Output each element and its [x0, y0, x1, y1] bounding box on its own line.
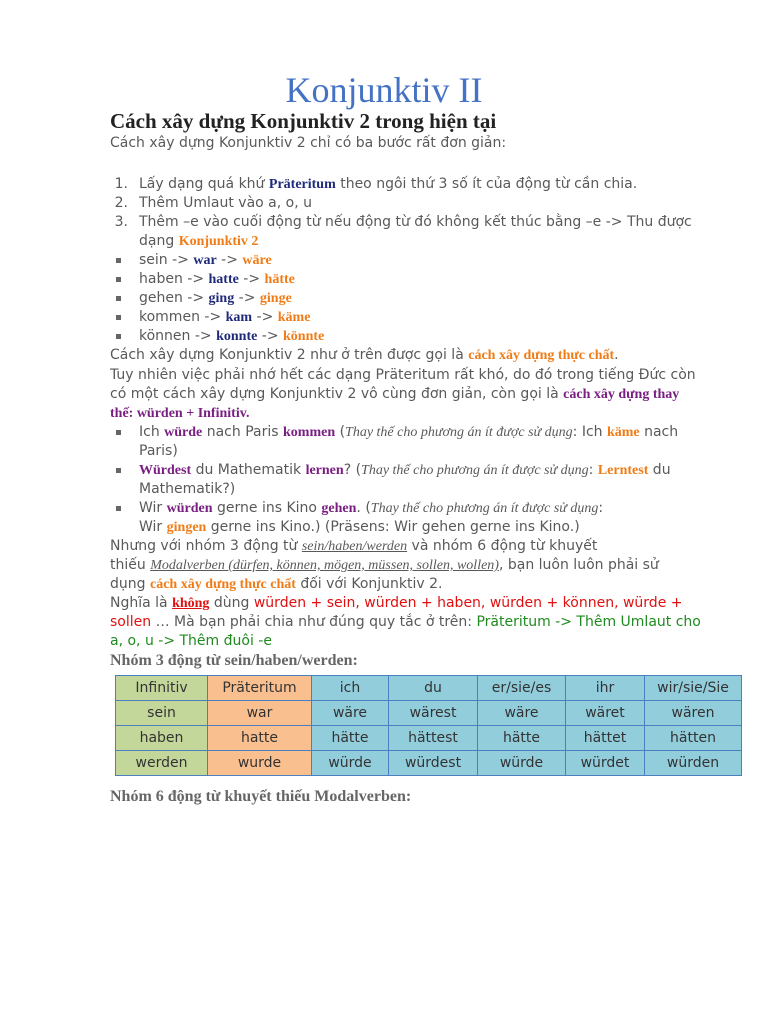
sentence-text: Mathematik?) [139, 481, 236, 497]
paragraph-text: Cách xây dựng Konjunktiv 2 như ở trên được gọi là [110, 347, 469, 363]
verb-infinitive: gehen [321, 501, 357, 516]
highlight-text: würden + sein, würden + haben, würden + können, würde + [253, 595, 683, 611]
bullet-icon [116, 296, 121, 301]
praeteritum-form: kam [225, 310, 253, 325]
paragraph-text: , bạn luôn luôn phải sử [498, 557, 659, 573]
bullet-icon [116, 258, 121, 263]
table-cell: hatte [208, 726, 312, 751]
table-cell: würden [645, 751, 742, 776]
praeteritum-form: konnte [216, 329, 258, 344]
bullet-icon [116, 277, 121, 282]
step-number: 2. [114, 195, 128, 211]
step-term: Konjunktiv 2 [178, 234, 259, 249]
table-header-cell: du [389, 676, 478, 701]
paragraph-text: có một cách xây dựng Konjunktiv 2 vô cùng đơn giản, còn gọi là [110, 386, 564, 402]
sentence-text: Paris) [139, 443, 178, 459]
verb-konjunktiv: gingen [166, 520, 207, 535]
step-text: theo ngôi thứ 3 số ít của động từ cần chia. [335, 176, 638, 192]
arrow-text: -> [238, 271, 265, 287]
paragraph-text: dùng [209, 595, 254, 611]
table-header-cell: Infinitiv [116, 676, 208, 701]
konjunktiv-form: ginge [259, 291, 292, 306]
infinitive: können -> [139, 328, 217, 344]
highlight-term: không [172, 596, 210, 611]
table-cell: würde [312, 751, 389, 776]
arrow-text: -> [216, 252, 243, 268]
table-cell: hättet [566, 726, 645, 751]
sentence-text: : [588, 462, 598, 478]
note-text: Thay thế cho phương án ít được sử dụng [345, 425, 573, 440]
table-header-cell: ich [312, 676, 389, 701]
sentence-text: du Mathematik [191, 462, 306, 478]
highlight-text: sollen [110, 614, 152, 630]
verb-group: Modalverben (dürfen, können, mögen, müssen, sollen, wollen) [150, 558, 499, 573]
table-cell: wurde [208, 751, 312, 776]
table-cell: hätte [312, 726, 389, 751]
paragraph-text: đối với Konjunktiv 2. [295, 576, 443, 592]
table-cell: war [208, 701, 312, 726]
sentence-text: Wir [139, 500, 167, 516]
table-cell: würdest [389, 751, 478, 776]
page-title: Konjunktiv II [285, 70, 483, 110]
table-cell: sein [116, 701, 208, 726]
step-number: 1. [114, 176, 128, 192]
paragraph-text: Tuy nhiên việc phải nhớ hết các dạng Präteritum rất khó, do đó trong tiếng Đức còn [110, 367, 696, 383]
paragraph-text: … Mà bạn phải chia như đúng quy tắc ở trên: [151, 614, 477, 630]
paragraph-text: Nhưng với nhóm 3 động từ [110, 538, 302, 554]
konjunktiv-form: könnte [283, 329, 325, 344]
sentence-text: Ich [139, 424, 165, 440]
infinitive: gehen -> [139, 290, 209, 306]
sentence-text: : [598, 500, 604, 516]
sentence-text: . ( [356, 500, 371, 516]
table-header-cell: er/sie/es [478, 676, 566, 701]
table-row [116, 726, 742, 751]
step-text: Thêm –e vào cuối động từ nếu động từ đó không kết thúc bằng –e -> Thu được [139, 214, 692, 230]
table-cell: haben [116, 726, 208, 751]
arrow-text: -> [234, 290, 260, 306]
paragraph [110, 346, 619, 365]
sentence-text: ( [335, 424, 346, 440]
table-cell: würdet [566, 751, 645, 776]
bullet-icon [116, 430, 121, 435]
table-header-cell: ihr [566, 676, 645, 701]
paragraph-text: thiếu [110, 557, 151, 573]
infinitive: kommen -> [139, 309, 226, 325]
highlight-term: cách xây dựng thực chất [468, 348, 615, 363]
rule-text: Präteritum -> Thêm Umlaut cho [476, 614, 701, 630]
verb-wuerden: würde [164, 425, 203, 440]
arrow-text: -> [252, 309, 278, 325]
highlight-term: cách xây dựng thay [563, 387, 680, 402]
arrow-text: -> [257, 328, 284, 344]
sentence-text: nach Paris [202, 424, 283, 440]
table-cell: würde [478, 751, 566, 776]
intro-text: Cách xây dựng Konjunktiv 2 chỉ có ba bước rất đơn giản: [110, 135, 507, 151]
table-cell: wäre [478, 701, 566, 726]
paragraph-text: và nhóm 6 động từ khuyết [407, 538, 598, 554]
table-cell: hätten [645, 726, 742, 751]
table-cell: wäret [566, 701, 645, 726]
verb-group: sein/haben/werden [301, 539, 408, 554]
step-number: 3. [114, 214, 128, 230]
sentence-text: ? ( [343, 462, 362, 478]
verb-wuerden: Würdest [139, 463, 192, 478]
sentence-text: Wir [139, 519, 167, 535]
konjunktiv-form: wäre [242, 253, 272, 268]
note-text: Thay thế cho phương án ít được sử dụng [361, 463, 589, 478]
note-text: Thay thế cho phương án ít được sử dụng [370, 501, 599, 516]
step-text: Lấy dạng quá khứ [139, 176, 269, 192]
bullet-icon [116, 468, 121, 473]
infinitive: sein -> [139, 252, 194, 268]
praeteritum-form: war [193, 253, 217, 268]
sentence-text: du [648, 462, 671, 478]
sentence-text: : Ich [572, 424, 607, 440]
conjugation-table [115, 675, 742, 776]
konjunktiv-form: käme [277, 310, 311, 325]
table-header-cell: Präteritum [208, 676, 312, 701]
infinitive: haben -> [139, 271, 209, 287]
table-cell: hätte [478, 726, 566, 751]
verb-wuerden: würden [166, 501, 213, 516]
table-row [116, 701, 742, 726]
highlight-term: thế: würden + Infinitiv. [110, 406, 250, 421]
sentence-text: gerne ins Kino [212, 500, 322, 516]
verb-infinitive: kommen [283, 425, 336, 440]
step-text: dạng [139, 233, 179, 249]
sentence-text: nach [639, 424, 679, 440]
bullet-icon [116, 315, 121, 320]
paragraph-text: dụng [110, 576, 150, 592]
praeteritum-form: ging [208, 291, 235, 306]
rule-text: a, o, u -> Thêm đuôi -e [110, 633, 272, 649]
praeteritum-form: hatte [208, 272, 239, 287]
paragraph-text: . [614, 347, 619, 363]
step-term: Präteritum [268, 177, 336, 192]
table-cell: wären [645, 701, 742, 726]
paragraph-text: Nghĩa là [110, 595, 173, 611]
konjunktiv-form: hätte [264, 272, 295, 287]
table-heading: Nhóm 6 động từ khuyết thiếu Modalverben: [110, 788, 412, 805]
section-heading: Cách xây dựng Konjunktiv 2 trong hiện tại [110, 109, 497, 133]
bullet-icon [116, 506, 121, 511]
table-header-row [116, 676, 742, 701]
highlight-term: cách xây dựng thực chất [149, 577, 296, 592]
table-cell: wäre [312, 701, 389, 726]
verb-konjunktiv: käme [606, 425, 640, 440]
verb-infinitive: lernen [305, 463, 344, 478]
table-header-cell: wir/sie/Sie [645, 676, 742, 701]
sentence-text: gerne ins Kino.) (Präsens: Wir gehen gerne ins Kino.) [206, 519, 580, 535]
table-cell: werden [116, 751, 208, 776]
verb-konjunktiv: Lerntest [597, 463, 649, 478]
table-cell: hättest [389, 726, 478, 751]
step-text: Thêm Umlaut vào a, o, u [139, 195, 312, 211]
table-row [116, 751, 742, 776]
table-cell: wärest [389, 701, 478, 726]
bullet-icon [116, 334, 121, 339]
table-heading: Nhóm 3 động từ sein/haben/werden: [110, 652, 358, 669]
